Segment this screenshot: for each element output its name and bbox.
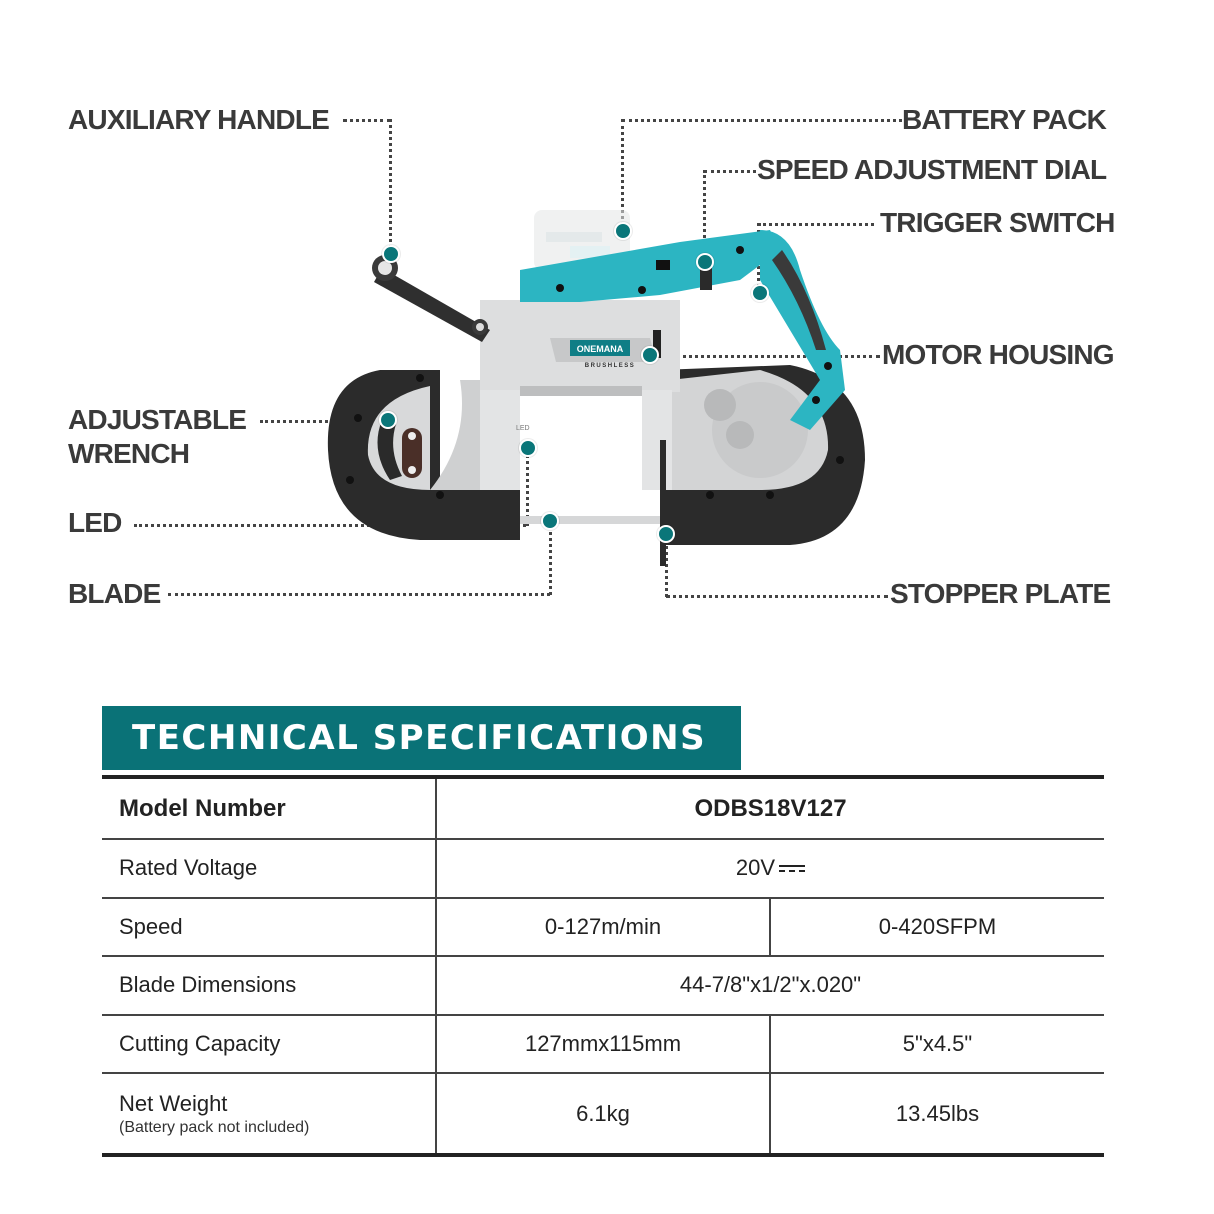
spec-value: 20V (735, 855, 776, 881)
dc-symbol-icon (779, 864, 805, 874)
leader-line (666, 595, 888, 598)
label-adjustable-wrench-line1: ADJUSTABLE (68, 404, 247, 435)
label-motor-housing: MOTOR HOUSING (882, 339, 1114, 370)
leader-line (622, 119, 902, 122)
svg-text:BRUSHLESS: BRUSHLESS (584, 363, 636, 369)
spec-label: Net Weight (119, 1090, 228, 1116)
leader-line (168, 593, 550, 596)
spec-value: ODBS18V127 (436, 777, 1104, 839)
spec-value: 127mmx115mm (436, 1015, 770, 1074)
label-trigger-switch: TRIGGER SWITCH (880, 207, 1115, 238)
spec-label: Speed (102, 898, 436, 957)
callout-dot-motor-housing (641, 346, 659, 364)
spec-value: 13.45lbs (895, 1100, 980, 1126)
spec-label: Model Number (102, 777, 436, 839)
svg-text:ONEMANA: ONEMANA (576, 344, 624, 354)
label-auxiliary-handle: AUXILIARY HANDLE (68, 104, 329, 135)
callout-dot-battery-pack (614, 222, 632, 240)
label-speed-adjustment-dial: SPEED ADJUSTMENT DIAL (757, 154, 1107, 185)
leader-line (704, 170, 756, 173)
spec-value: 6.1kg (436, 1073, 770, 1155)
callout-dot-adjustable-wrench (379, 411, 397, 429)
spec-label-cell (102, 1073, 436, 1155)
label-stopper-plate: STOPPER PLATE (890, 578, 1111, 609)
stopper-plate-icon (660, 440, 666, 566)
callout-dot-speed-dial (696, 253, 714, 271)
label-battery-pack: BATTERY PACK (902, 104, 1107, 135)
callout-dot-led (519, 439, 537, 457)
spec-value: 0-420SFPM (770, 898, 1104, 957)
motor-housing-body (480, 300, 680, 490)
spec-value: 5"x4.5" (770, 1015, 1104, 1074)
label-adjustable-wrench-line2: WRENCH (68, 438, 190, 469)
label-blade: BLADE (68, 578, 161, 609)
table-row (102, 956, 1104, 1015)
svg-text:LED: LED (516, 425, 530, 432)
callout-dot-stopper-plate (657, 525, 675, 543)
spec-label: Rated Voltage (102, 839, 436, 898)
spec-value-cell (436, 839, 1104, 898)
auxiliary-handle-icon (372, 255, 490, 342)
leader-line (343, 119, 391, 122)
callout-dot-blade (541, 512, 559, 530)
spec-value: 44-7/8"x1/2"x.020" (436, 956, 1104, 1015)
callout-dot-trigger-switch (751, 284, 769, 302)
label-adjustable-wrench (68, 403, 246, 471)
spec-banner (102, 706, 741, 770)
band-saw-illustration (320, 190, 880, 570)
table-row (102, 898, 1104, 957)
label-led: LED (68, 507, 122, 538)
spec-table (102, 775, 1104, 1157)
table-row (102, 1073, 1104, 1155)
spec-label: Blade Dimensions (102, 956, 436, 1015)
callout-dot-auxiliary-handle (382, 245, 400, 263)
spec-label: Cutting Capacity (102, 1015, 436, 1074)
table-row (102, 1015, 1104, 1074)
spec-sublabel: (Battery pack not included) (119, 1118, 310, 1136)
spec-title: TECHNICAL SPECIFICATIONS (132, 718, 707, 758)
table-row (102, 839, 1104, 898)
spec-value: 0-127m/min (436, 898, 770, 957)
table-row (102, 777, 1104, 839)
